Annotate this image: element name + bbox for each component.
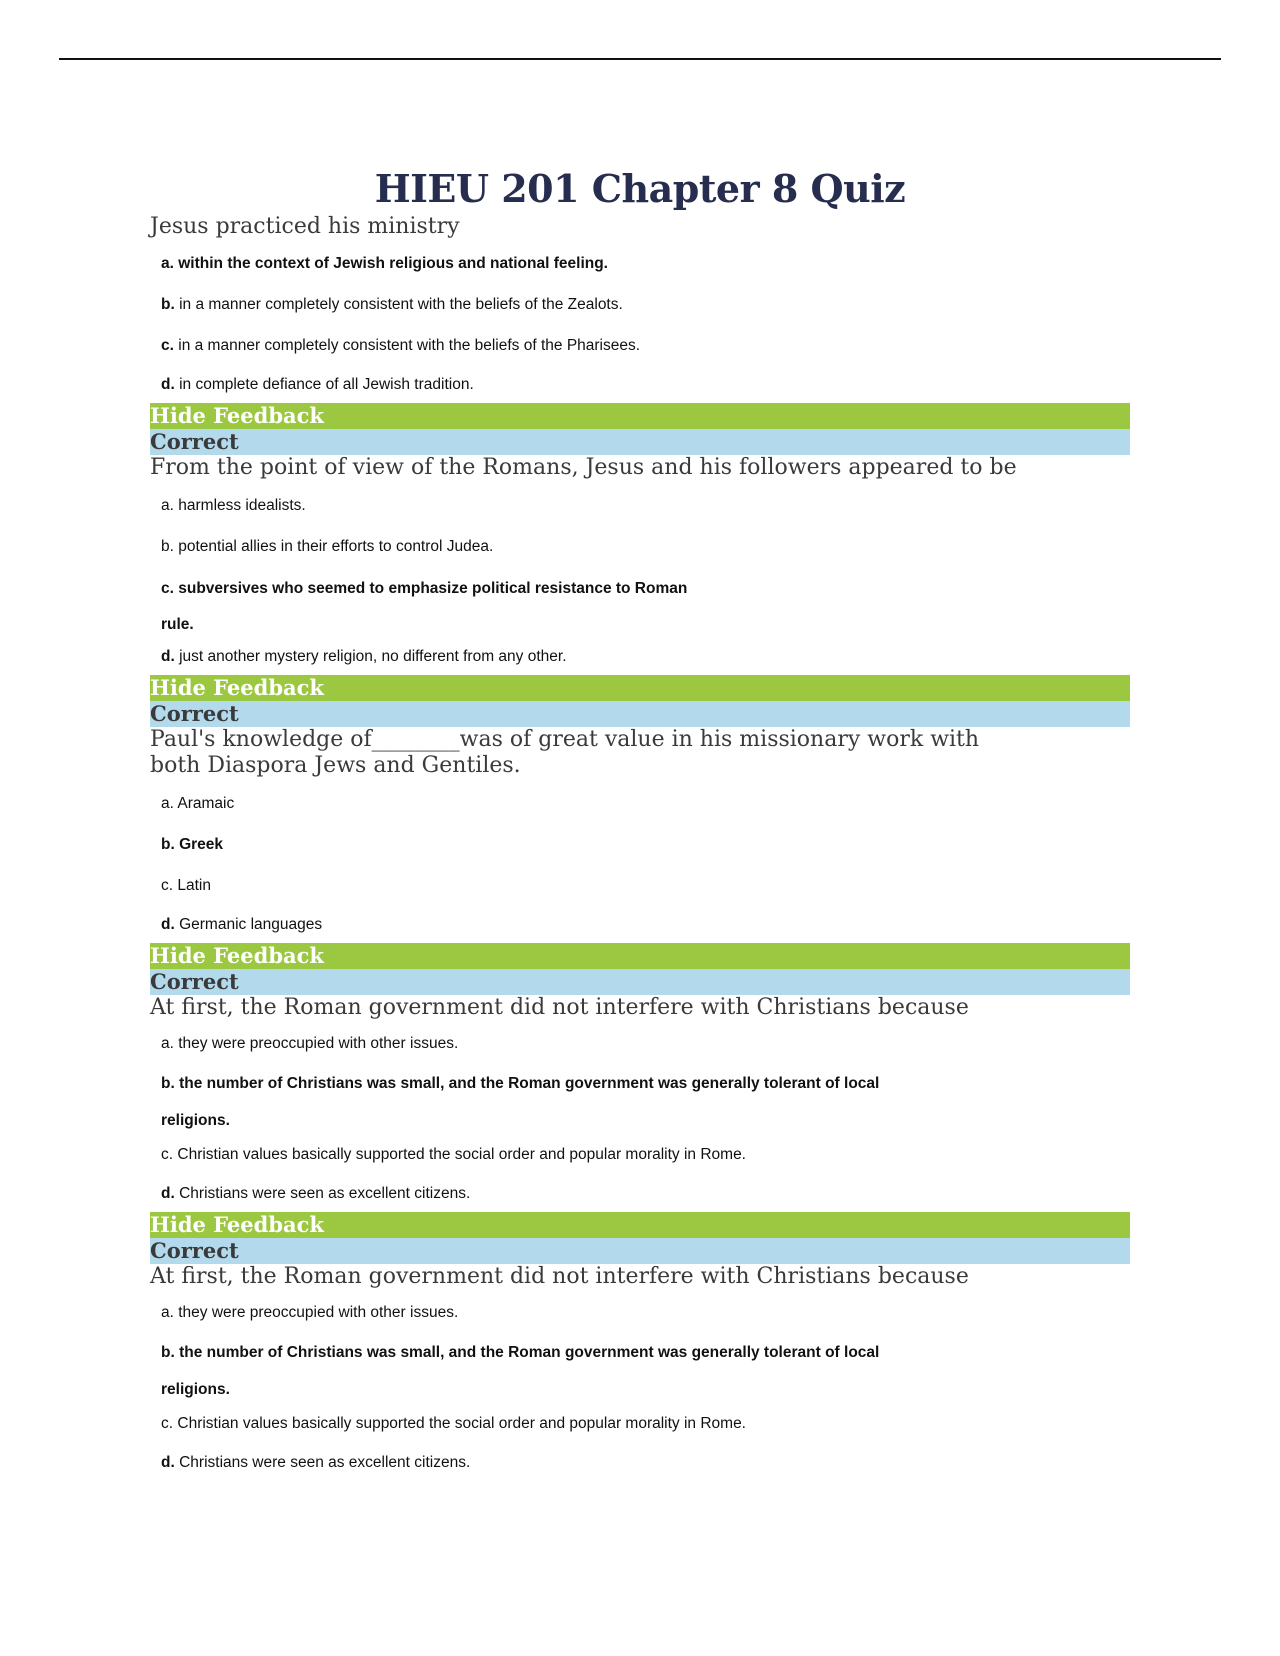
answer-option[interactable]: c. subversives who seemed to emphasize political resistance to Roman rule.: [161, 580, 688, 633]
answer-option[interactable]: a. they were preoccupied with other issues.: [161, 1035, 459, 1052]
answer-option[interactable]: d. Christians were seen as excellent citizens.: [161, 1454, 471, 1471]
question-text: Paul's knowledge of________was of great value in his missionary work with both Diaspora Jews and Gentiles.: [150, 727, 980, 778]
answer-option[interactable]: b. potential allies in their efforts to control Judea.: [161, 538, 494, 555]
page-title: HIEU 201 Chapter 8 Quiz: [374, 166, 906, 211]
answer-option[interactable]: b. the number of Christians was small, and the Roman government was generally tolerant of local religions.: [161, 1075, 880, 1129]
hide-feedback-button[interactable]: Hide Feedback: [150, 943, 1130, 969]
hide-feedback-button[interactable]: Hide Feedback: [150, 403, 1130, 429]
quiz-page: [150, 164, 1130, 1481]
answer-option[interactable]: c. Latin: [161, 877, 211, 894]
answer-option[interactable]: d. Germanic languages: [161, 916, 323, 933]
question-text: At first, the Roman government did not interfere with Christians because: [150, 1264, 969, 1289]
question-5: [150, 1264, 1130, 1481]
hide-feedback-button[interactable]: Hide Feedback: [150, 675, 1130, 701]
correct-status: Correct: [150, 429, 1130, 455]
question-text: At first, the Roman government did not interfere with Christians because: [150, 995, 969, 1020]
answer-option[interactable]: a. they were preoccupied with other issues.: [161, 1304, 459, 1321]
question-1: [150, 214, 1130, 455]
answer-option[interactable]: b. Greek: [161, 836, 224, 853]
answer-option[interactable]: b. in a manner completely consistent with the beliefs of the Zealots.: [161, 296, 623, 313]
answer-option[interactable]: c. Christian values basically supported the social order and popular morality in Rome.: [161, 1415, 746, 1432]
question-text: Jesus practiced his ministry: [150, 214, 460, 239]
answer-option[interactable]: d. just another mystery religion, no different from any other.: [161, 648, 567, 665]
answer-option[interactable]: a. within the context of Jewish religious and national feeling.: [161, 255, 608, 272]
correct-status: Correct: [150, 701, 1130, 727]
answer-option[interactable]: d. in complete defiance of all Jewish tradition.: [161, 376, 474, 393]
answer-option[interactable]: a. Aramaic: [161, 795, 235, 812]
question-4: [150, 995, 1130, 1264]
hide-feedback-button[interactable]: Hide Feedback: [150, 1212, 1130, 1238]
correct-status: Correct: [150, 1238, 1130, 1264]
top-divider: [59, 58, 1221, 60]
answer-option[interactable]: a. harmless idealists.: [161, 497, 306, 514]
question-3: [150, 727, 1130, 995]
answer-option[interactable]: c. in a manner completely consistent with the beliefs of the Pharisees.: [161, 337, 641, 354]
question-text: From the point of view of the Romans, Jesus and his followers appeared to be: [150, 455, 1017, 480]
answer-option[interactable]: c. Christian values basically supported the social order and popular morality in Rome.: [161, 1146, 746, 1163]
answer-option[interactable]: b. the number of Christians was small, and the Roman government was generally tolerant of local religions.: [161, 1344, 880, 1398]
answer-option[interactable]: d. Christians were seen as excellent citizens.: [161, 1185, 471, 1202]
question-2: [150, 455, 1130, 727]
correct-status: Correct: [150, 969, 1130, 995]
